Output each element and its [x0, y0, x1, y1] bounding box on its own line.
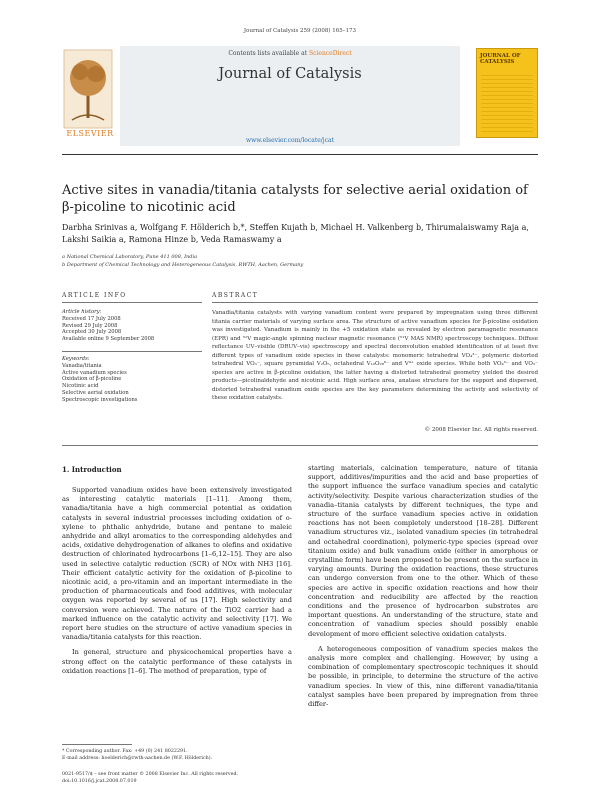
journal-cover-thumbnail [476, 48, 538, 138]
publisher-wordmark: ELSEVIER [66, 129, 114, 138]
running-head: Journal of Catalysis 259 (2008) 165–173 [243, 28, 357, 34]
keyword-item: Spectroscopic investigations [62, 396, 138, 403]
header-rule [62, 154, 538, 155]
article-history [62, 309, 202, 343]
journal-title: Journal of Catalysis [218, 66, 362, 82]
intro-paragraph-1: Supported vanadium oxides have been extensively investigated as interesting catalytic materials [1–11]. Among them, vanadia/titania have a high commercial potential as oxidation catalysts in several industrial processes including oxidation of o-xylene to phthalic anhydride, butane and pentane to maleic anhydride and alkyl aromatics to the corresponding aldehydes and acids, oxidative dehydrogenation of alkanes to olefins and oxidative destruction of chlorinated hydrocarbons [1–6,12–15]. They are also used in selective catalytic reduction (SCR) of NOx with NH3 [16]. Their efficient catalytic activity for the oxidation of β-picoline to nicotinic acid, a pro-vitamin and an important intermediate in the production of pharmaceuticals and food additives, with molecular oxygen was reported by several of us [17]. High selectivity and conversion were achieved. The nature of the TiO2 carrier had a marked influence on the catalytic activity and selectivity [17]. We report here studies on the structure of active vanadium species in vanadia/titania catalysts for this reaction. [62, 486, 292, 642]
contents-prefix: Contents lists available at [228, 50, 310, 57]
corresponding-author: * Corresponding author. Fax: +49 (0) 241 8022291. [62, 749, 188, 754]
sciencedirect-link[interactable]: ScienceDirect [309, 50, 352, 57]
author-email[interactable]: E-mail address: hoelderich@rwth-aachen.de (W.F. Hölderich). [62, 755, 213, 761]
history-label: Article history: [62, 309, 102, 315]
info-divider [62, 302, 202, 303]
cover-title: JOURNAL OF CATALYSIS [480, 53, 521, 65]
contents-line [120, 50, 460, 57]
intro-paragraph-3: starting materials, calcination temperature, nature of titania support, additives/impurities and the acid and base properties of the support influence the surface vanadium species and catalytic activity/selectivity. Despite various characterization studies of the vanadia–titania catalysts by different techniques, the type and structure of the surface vanadium species active in oxidation reactions has not been completely understood [18–28]. Different vanadium structures viz., isolated vanadium species (in tetrahedral and octahedral coordination), polymeric-type species (spread over titanium oxide) and bulk vanadium oxide (either in amorphous or crystalline form) have been proposed to be present on the surface in varying amounts. During the oxidation reactions, these structures can undergo conversion from one to the other. Which of these species are active in specific oxidation reactions and how their concentration and reducibility are affected by the reaction conditions and the presence of hydrocarbon substrates are important questions. An understanding of the structure, state and concentration of vanadium species should possibly enable development of more efficient selective oxidation catalysts. [308, 464, 538, 638]
history-revised: Revised 29 July 2008 [62, 322, 118, 329]
keywords-label: Keywords: [62, 356, 90, 362]
abstract-divider [212, 302, 538, 303]
history-accepted: Accepted 30 July 2008 [62, 329, 122, 336]
issn-line: 0021-9517/$ – see front matter © 2008 Elsevier Inc. All rights reserved. [62, 772, 239, 777]
keyword-item: Selective aerial oxidation [62, 389, 129, 396]
abstract-bottom-rule [62, 445, 538, 446]
keyword-item: Oxidation of β-picoline [62, 376, 122, 383]
body-column-right [308, 464, 538, 709]
history-online: Available online 9 September 2008 [62, 336, 155, 343]
journal-header [62, 44, 538, 146]
keyword-item: Active vanadium species [62, 369, 127, 376]
page-footer [62, 772, 302, 785]
keyword-item: Vanadia/titania [62, 362, 102, 369]
author-list [62, 222, 538, 246]
elsevier-tree-logo-icon [62, 48, 114, 130]
journal-banner-background [120, 46, 460, 146]
authors-line-2: Lakshi Saikia a, Ramona Hinze b, Veda Ramaswamy a [62, 235, 282, 244]
section-heading-introduction: 1. Introduction [62, 465, 122, 474]
cover-decoration [481, 75, 533, 133]
footnote-rule [62, 744, 132, 745]
abstract-copyright: © 2008 Elsevier Inc. All rights reserved. [424, 427, 538, 433]
abstract-label: ABSTRACT [212, 292, 259, 299]
doi-link[interactable]: doi:10.1016/j.jcat.2008.07.019 [62, 778, 137, 784]
footnote [62, 749, 292, 762]
history-received: Received 17 July 2008 [62, 315, 121, 322]
article-title: Active sites in vanadia/titania catalysts for selective aerial oxidation of β-picoline to nicotinic acid [62, 183, 528, 215]
keyword-item: Nicotinic acid [62, 383, 99, 390]
keywords-divider [62, 351, 202, 352]
intro-paragraph-4: A heterogeneous composition of vanadium species makes the analysis more complex and challenging. However, by using a combination of complementary spectroscopic techniques it should be possible, in principle, to determine the structure of the active vanadium species. In view of this, nine different vanadia/titania catalyst samples have been prepared by impregnation from three differ- [308, 644, 538, 709]
affiliation-a: a National Chemical Laboratory, Pune 411 008, India [62, 254, 198, 260]
intro-paragraph-2: In general, structure and physicochemical properties have a strong effect on the catalytic performance of these catalysts in oxidation reactions [1–6]. The method of preparation, type of [62, 648, 292, 675]
keywords-block [62, 356, 202, 404]
abstract-text: Vanadia/titania catalysts with varying vanadium content were prepared by impregnation using three different titania carrier materials of varying surface area. The structure of active vanadium species for β-picoline oxidation was investigated. Vanadium is mainly in the +5 oxidation state as revealed by electron paramagnetic resonance (EPR) and ⁵¹V magic-angle spinning nuclear magnetic resonance (⁵¹V MAS NMR) spectroscopy techniques. Diffuse reflectance UV–visible (DRUV–vis) spectroscopy and spectral deconvolution enabled identification of at least five different types of vanadium oxide species in these catalysts: monomeric tetrahedral VO₄³⁻, polymeric distorted tetrahedral VO₃⁻, square pyramidal V₂O₅, octahedral V₁₀O₂₈⁶⁻ and V⁴⁺ oxide species. While both VO₄³⁻ and VO₃⁻ species are active in β-picoline oxidation, the latter having a distorted tetrahedral geometry yielded the desired products—picolinaldehyde and nicotinic acid. High surface area, anatase structure for the support and dispersed, distorted tetrahedral vanadium oxide species are the key parameters determining the activity and selectivity of these oxidation catalysts. [212, 310, 538, 402]
article-info-label: ARTICLE INFO [62, 292, 127, 299]
authors-line-1: Darbha Srinivas a, Wolfgang F. Hölderich b,*, Steffen Kujath b, Michael H. Valkenberg b, Thirumalaiswamy Raja a, [62, 223, 529, 232]
body-column-left [62, 486, 292, 676]
journal-url-link[interactable]: www.elsevier.com/locate/jcat [245, 137, 335, 144]
affiliations [62, 253, 538, 269]
affiliation-b: b Department of Chemical Technology and Heterogeneous Catalysis, RWTH, Aachen, Germany [62, 262, 304, 268]
